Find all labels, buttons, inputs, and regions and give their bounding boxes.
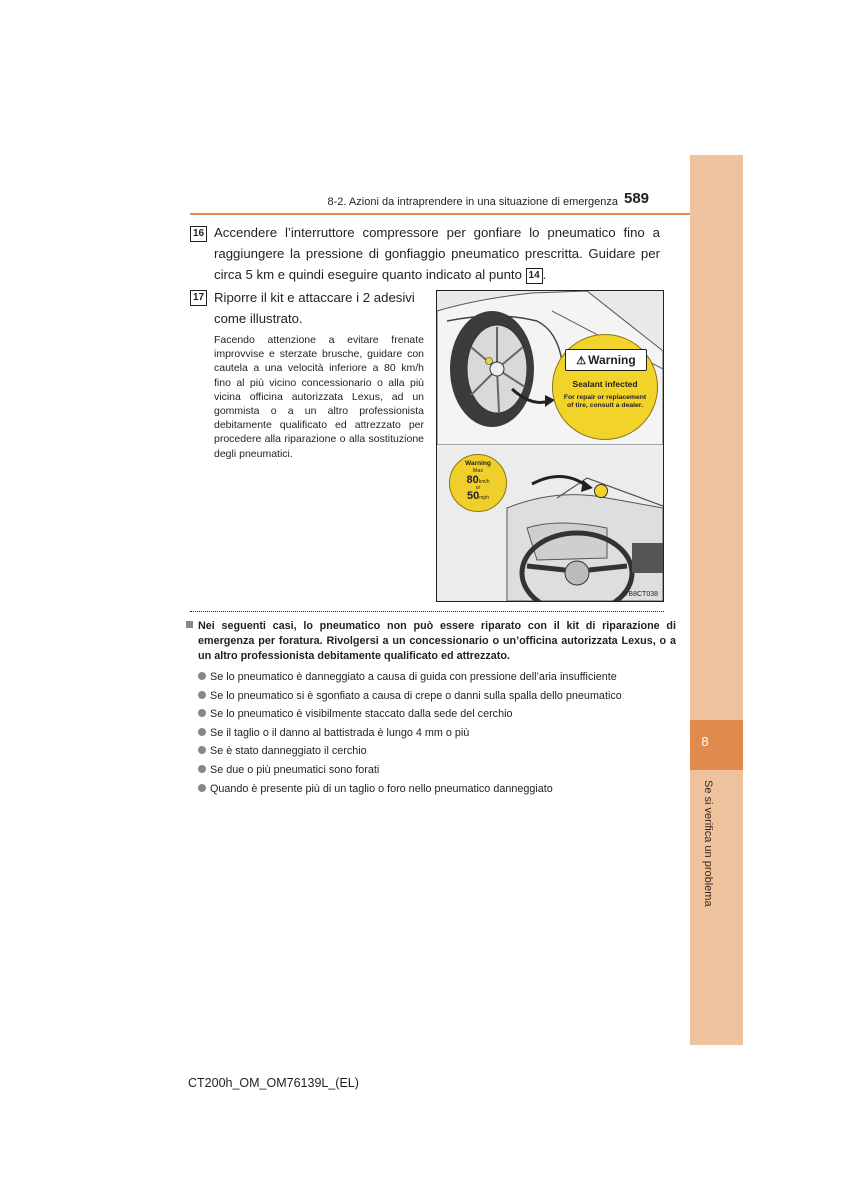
chapter-number: 8 <box>701 734 709 749</box>
condition-list <box>198 668 668 798</box>
list-item: Se due o più pneumatici sono forati <box>198 761 668 780</box>
list-item: Se il taglio o il danno al battistrada è lungo 4 mm o più <box>198 724 668 743</box>
speed-kmh-value: 80 <box>466 474 479 486</box>
figure-code: IYB8CT038 <box>621 591 658 598</box>
document-code: CT200h_OM_OM76139L_(EL) <box>188 1076 359 1090</box>
section-title: 8-2. Azioni da intraprendere in una situazione di emergenza <box>327 196 618 208</box>
box-divider <box>190 611 664 612</box>
step-16-text <box>214 222 660 285</box>
step-16-badge: 16 <box>190 226 207 242</box>
list-item: Se lo pneumatico è danneggiato a causa di guida con pressione dell’aria insufficiente <box>198 668 668 687</box>
sticker-warning-label: Warning <box>588 353 636 367</box>
info-box-title <box>186 619 676 664</box>
step-16-text-main: Accendere l’interruttore compressore per gonfiare lo pneumatico fino a raggiungere la pressione di gonfiaggio pneumatico prescritta. Guidare per circa 5 km e quindi eseguire quanto indicato al punto <box>214 225 660 282</box>
small-sticker-max: Max <box>472 468 484 474</box>
square-bullet-icon <box>186 621 193 628</box>
step-17-badge: 17 <box>190 290 207 306</box>
dashboard-illustration <box>437 448 663 601</box>
list-item: Se è stato danneggiato il cerchio <box>198 742 668 761</box>
speed-mph <box>450 490 506 502</box>
wheel-illustration <box>437 291 663 445</box>
bullet-icon <box>198 765 206 773</box>
bullet-icon <box>198 746 206 754</box>
sticker-illustration <box>436 290 664 602</box>
bullet-icon <box>198 672 206 680</box>
bullet-icon <box>198 784 206 792</box>
small-sticker-warning: Warning <box>465 460 491 467</box>
info-box-title-text: Nei seguenti casi, lo pneumatico non può essere riparato con il kit di riparazione di emergenza per foratura. Rivolgersi a un concessionario o un’officina autorizzata Lexus, o a un altro professionista debitamente qualificato ed attrezzato. <box>198 620 676 662</box>
page-number: 589 <box>624 190 650 207</box>
warning-triangle-icon: ⚠ <box>576 355 587 367</box>
list-item: Se lo pneumatico è visibilmente staccato dalla sede del cerchio <box>198 705 668 724</box>
speed-kmh-unit: km/h <box>478 479 490 485</box>
step-17-note: Facendo attenzione a evitare frenate improvvise e sterzate brusche, guidare con cautela a una velocità inferiore a 80 km/h fino al più vicino concessionario o alla più vicina officina autorizzata Lexus, ad un gommista o a un altro professionista debitamente qualificato ed attrezzato per procedere alla riparazione o alla sostituzione degli pneumatici. <box>214 334 424 460</box>
step-16-text-end: . <box>542 267 547 282</box>
list-item: Se lo pneumatico si è sgonfiato a causa di crepe o danni sulla spalla dello pneumatico <box>198 687 668 706</box>
header-rule <box>190 213 690 215</box>
sealant-warning-sticker <box>552 334 658 440</box>
bullet-icon <box>198 709 206 717</box>
sticker-warning-header <box>565 349 647 371</box>
bullet-icon <box>198 728 206 736</box>
step-17-text: Riporre il kit e attaccare i 2 adesivi come illustrato. <box>214 290 415 326</box>
small-sticker-or: or <box>475 485 481 491</box>
chapter-label: Se si verifica un problema <box>702 780 714 907</box>
chapter-sidebar <box>690 155 743 1045</box>
bullet-icon <box>198 691 206 699</box>
speed-mph-value: 50 <box>467 490 480 502</box>
sticker-body: For repair or replacement of tire, consult a dealer. <box>563 394 647 409</box>
speed-mph-unit: mph <box>479 495 489 501</box>
step-14-reference-badge: 14 <box>526 268 543 284</box>
list-item: Quando è presente più di un taglio o foro nello pneumatico danneggiato <box>198 780 668 799</box>
sticker-title: Sealant infected <box>572 379 638 389</box>
speed-limit-sticker <box>449 454 507 512</box>
